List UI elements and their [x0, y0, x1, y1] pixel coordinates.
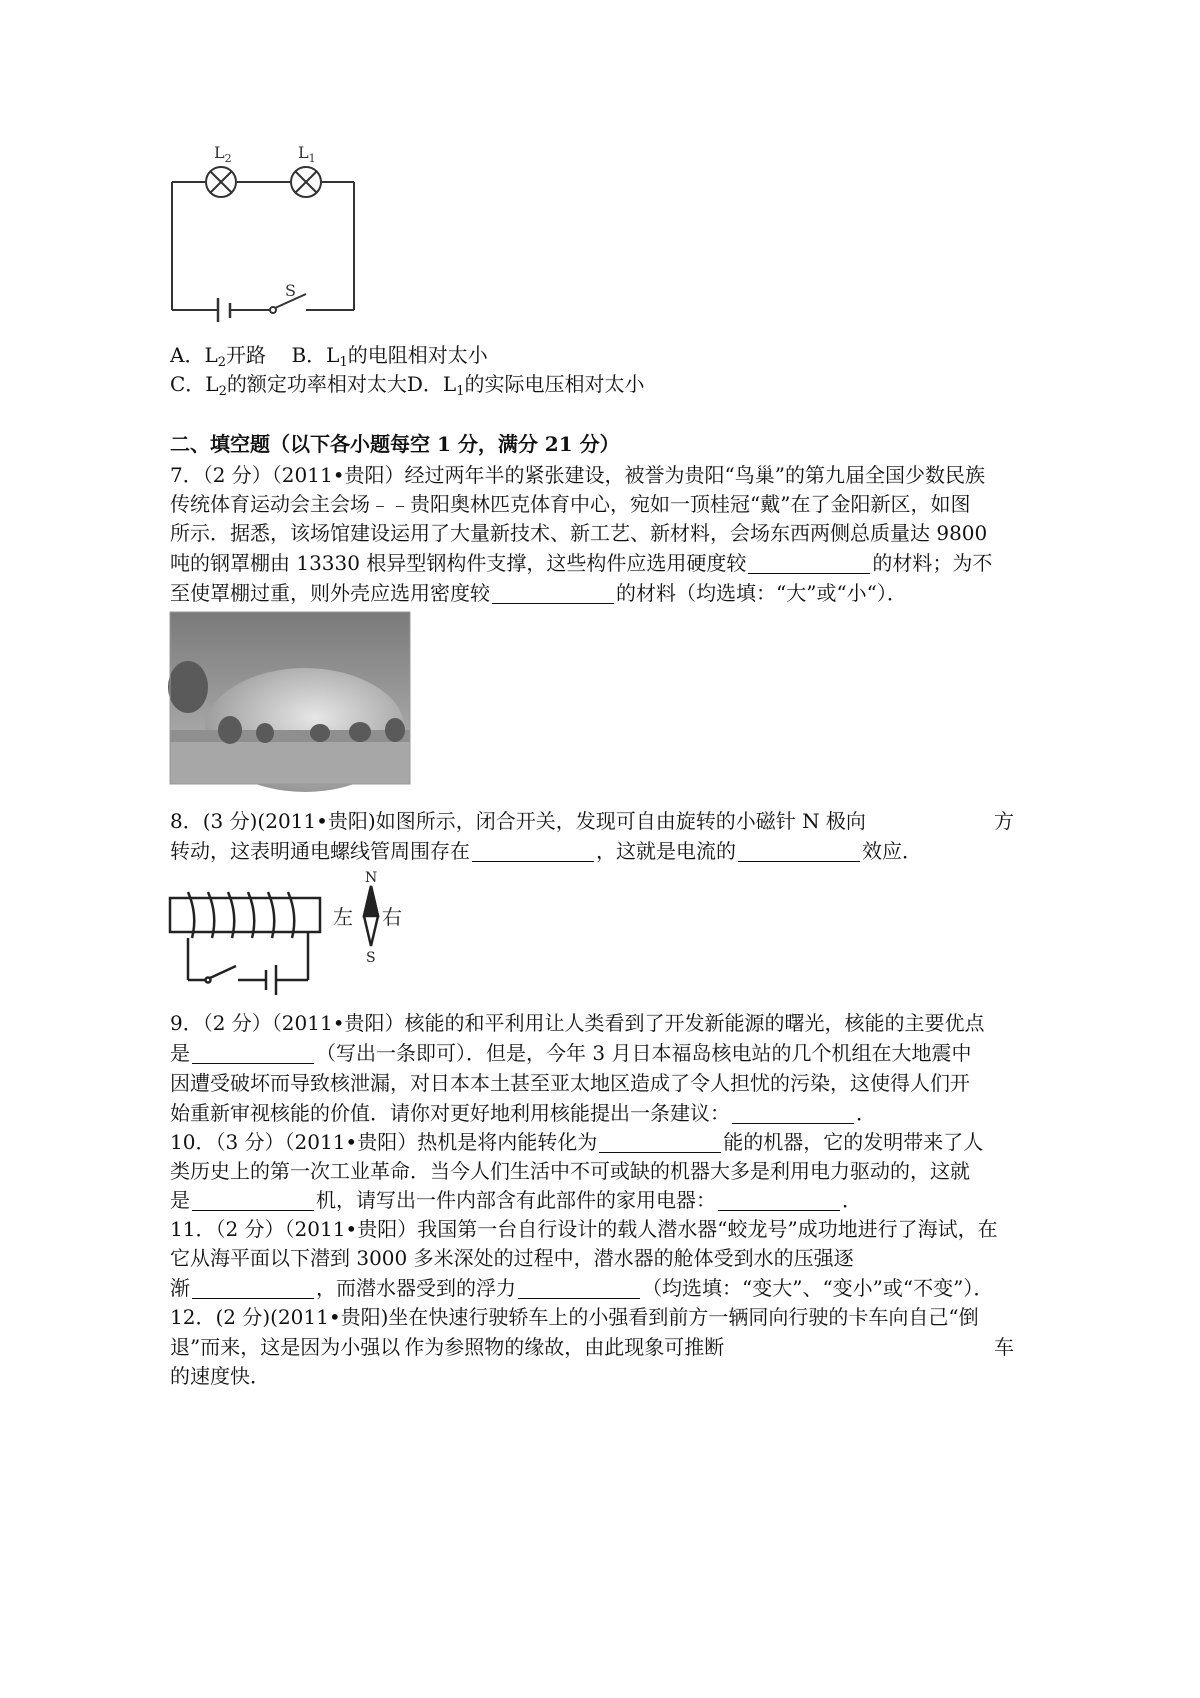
q7-line-5: 至使罩棚过重，则外壳应选用密度较 的材料（均选填：“大”或“小“）．	[170, 581, 907, 605]
q12-line-1: 12．(2 分)(2011•贵阳)坐在快速行驶轿车上的小强看到前方一辆同向行驶的卡车向自己“倒	[170, 1305, 979, 1329]
switch-label: S	[285, 281, 296, 300]
section-title: 二、填空题（以下各小题每空 1 分，满分 21 分）	[170, 432, 620, 456]
svg-text:L1: $L_1$	[298, 143, 316, 165]
q9-line-4: 始重新审视核能的价值．请你对更好地利用核能提出一条建议： ．	[170, 1101, 876, 1125]
answer-blank[interactable]	[738, 839, 860, 862]
q7-line-4: 吨的钢罩棚由 13330 根异型钢构件支撑，这些构件应选用硬度较 的材料；为不	[170, 551, 993, 575]
answer-blank[interactable]	[192, 1188, 314, 1211]
answer-blank[interactable]	[518, 1276, 640, 1299]
solenoid-diagram	[168, 870, 402, 998]
q10-line-3: 是 机，请写出一件内部含有此部件的家用电器： ．	[170, 1188, 862, 1212]
q6-options-cd: C．$L_2$的额定功率相对太大D．$L_1$的实际电压相对太小	[170, 372, 645, 399]
q9-line-1: 9．（2 分）（2011•贵阳）核能的和平利用让人类看到了开发新能源的曙光，核能的主要优点	[170, 1011, 985, 1035]
answer-blank[interactable]	[732, 1101, 854, 1124]
q10-line-1: 10．（3 分）（2011•贵阳）热机是将内能转化为 能的机器，它的发明带来了人	[170, 1130, 984, 1154]
q11-line-3: 渐 ，而潜水器受到的浮力 （均选填：“变大”、“变小”或“不变”）．	[170, 1276, 994, 1300]
q12-line-3: 的速度快．	[170, 1364, 270, 1388]
answer-blank[interactable]	[718, 1188, 840, 1211]
answer-blank[interactable]	[492, 581, 614, 604]
q9-line-2: 是 （写出一条即可）．但是，今年 3 月日本福岛核电站的几个机组在大地震中	[170, 1041, 972, 1065]
label-south: S	[366, 950, 376, 966]
label-right: 右	[382, 905, 402, 929]
q12-line-2: 退”而来，这是因为小强以 作为参照物的缘故，由此现象可推断 车	[170, 1335, 1014, 1359]
q6-options-ab: A．$L_2$开路 B．$L_1$的电阻相对太小	[170, 343, 488, 370]
answer-blank[interactable]	[599, 1130, 721, 1153]
circuit-diagram-lamps	[170, 138, 360, 338]
answer-blank[interactable]	[748, 551, 870, 574]
q7-line-1: 7．（2 分）（2011•贵阳）经过两年半的紧张建设，被誉为贵阳“鸟巢”的第九届全国少数民族	[170, 463, 985, 487]
label-north: N	[365, 870, 378, 886]
q7-line-3: 所示．据悉，该场馆建设运用了大量新技术、新工艺、新材料，会场东西两侧总质量达 9800	[170, 521, 988, 545]
q9-line-3: 因遭受破坏而导致核泄漏，对日本本土甚至亚太地区造成了令人担忧的污染，这使得人们开	[170, 1071, 970, 1095]
answer-blank[interactable]	[192, 1041, 314, 1064]
q8-line-2: 转动，这表明通电螺线管周围存在 ，这就是电流的 效应．	[170, 839, 922, 863]
svg-text:L2: $L_2$	[214, 143, 232, 165]
q8-line-1: 8．(3 分)(2011•贵阳)如图所示，闭合开关，发现可自由旋转的小磁针 N 极向 方	[170, 809, 1014, 833]
stadium-photo	[170, 612, 410, 784]
answer-blank[interactable]	[472, 839, 594, 862]
label-left: 左	[333, 905, 353, 929]
answer-blank[interactable]	[192, 1276, 314, 1299]
q10-line-2: 类历史上的第一次工业革命．当今人们生活中不可或缺的机器大多是利用电力驱动的，这就	[170, 1159, 970, 1183]
q7-line-2: 传统体育运动会主会场﹣﹣贵阳奥林匹克体育中心，宛如一顶桂冠“戴”在了金阳新区，如图	[170, 492, 971, 516]
q11-line-1: 11．（2 分）（2011•贵阳）我国第一台自行设计的载人潜水器“蛟龙号”成功地进行了海试，在	[170, 1217, 998, 1241]
q11-line-2: 它从海平面以下潜到 3000 多米深处的过程中，潜水器的舱体受到水的压强逐	[170, 1246, 854, 1270]
